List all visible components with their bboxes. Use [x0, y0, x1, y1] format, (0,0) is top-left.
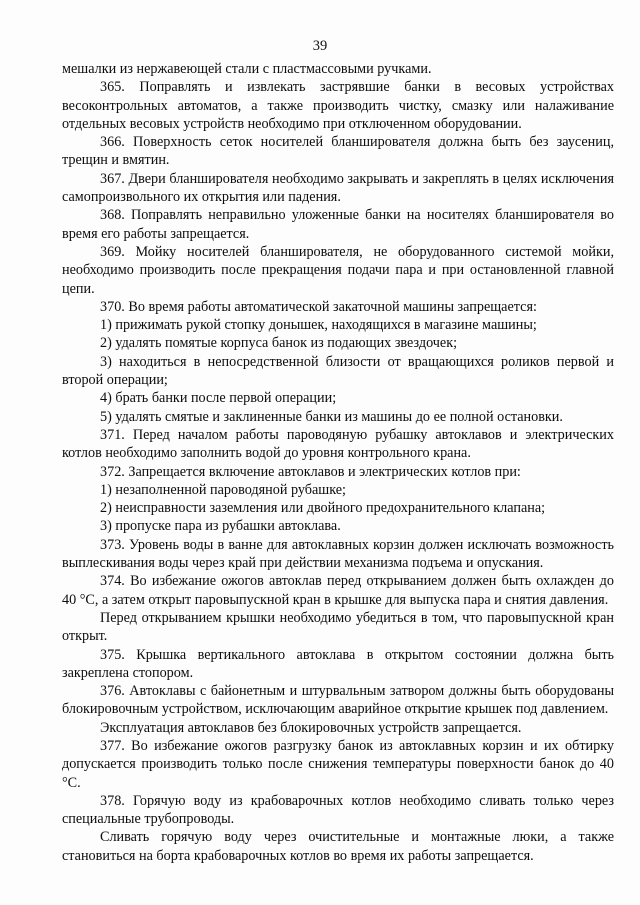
paragraph: 377. Во избежание ожогов разгрузку банок из автоклавных корзин и их обтирку допускается производить только после снижения температуры поверхности банок до 40 °С. — [62, 737, 614, 791]
paragraph: 371. Перед началом работы пароводяную рубашку автоклавов и электрических котлов необходимо заполнить водой до уровня контрольного крана. — [62, 426, 614, 462]
paragraph: 367. Двери бланширователя необходимо закрывать и закреплять в целях исключения самопроизвольного их открытия или падения. — [62, 170, 614, 206]
paragraph: 1) незаполненной пароводяной рубашке; — [100, 481, 346, 498]
paragraph: 378. Горячую воду из крабоварочных котлов необходимо сливать только через специальные трубопроводы. — [62, 792, 614, 828]
paragraph: 2) удалять помятые корпуса банок из подающих звездочек; — [100, 335, 458, 352]
paragraph: 373. Уровень воды в ванне для автоклавных корзин должен исключать возможность выплескивания воды через край при действии механизма подъема и опускания. — [62, 536, 614, 572]
paragraph: 369. Мойку носителей бланширователя, не оборудованного системой мойки, необходимо производить после прекращения подачи пара и при остановленной главной цепи. — [62, 243, 614, 297]
paragraph: 366. Поверхность сеток носителей бланширователя должна быть без заусениц, трещин и вмятин. — [62, 134, 614, 169]
paragraph: 376. Автоклавы с байонетным и штурвальным затвором должны быть оборудованы блокировочным устройством, исключающим аварийное открытие крышек под давлением. — [62, 683, 614, 718]
paragraph: 368. Поправлять неправильно уложенные банки на носителях бланширователя во время его работы запрещается. — [62, 207, 614, 242]
paragraph: 4) брать банки после первой операции; — [100, 390, 337, 407]
paragraph: 5) удалять смятые и заклиненные банки из машины до ее полной остановки. — [100, 408, 563, 425]
paragraph: 1) прижимать рукой стопку донышек, находящихся в магазине машины; — [100, 317, 537, 334]
paragraph: 372. Запрещается включение автоклавов и электрических котлов при: — [100, 463, 521, 480]
paragraph: 3) находиться в непосредственной близости от вращающихся роликов первой и второй операции; — [62, 353, 614, 389]
paragraph: 2) неисправности заземления или двойного предохранительного клапана; — [100, 500, 546, 517]
paragraph: Перед открыванием крышки необходимо убедиться в том, что паровыпускной кран открыт. — [62, 609, 614, 645]
paragraph: 374. Во избежание ожогов автоклав перед открыванием должен быть охлажден до 40 °С, а затем открыт паровыпускной кран в крышке для выпуска пара и снятия давления. — [62, 573, 614, 608]
paragraph: 3) пропуске пара из рубашки автоклава. — [100, 518, 341, 535]
paragraph: 370. Во время работы автоматической закаточной машины запрещается: — [100, 298, 537, 315]
document-body — [62, 60, 614, 865]
paragraph: 365. Поправлять и извлекать застрявшие банки в весовых устройствах весоконтрольных автоматов, а также производить чистку, смазку или налаживание отдельных весовых устройств необходимо при отключенном оборудовании. — [62, 79, 614, 132]
paragraph: 375. Крышка вертикального автоклава в открытом состоянии должна быть закреплена стопором. — [62, 646, 614, 681]
paragraph: мешалки из нержавеющей стали с пластмассовыми ручками. — [62, 61, 432, 77]
paragraph: Сливать горячую воду через очистительные и монтажные люки, а также становиться на борта крабоварочных котлов во время их работы запрещается. — [62, 829, 614, 864]
page-number: 39 — [312, 38, 328, 54]
paragraph: Эксплуатация автоклавов без блокировочных устройств запрещается. — [100, 719, 522, 736]
